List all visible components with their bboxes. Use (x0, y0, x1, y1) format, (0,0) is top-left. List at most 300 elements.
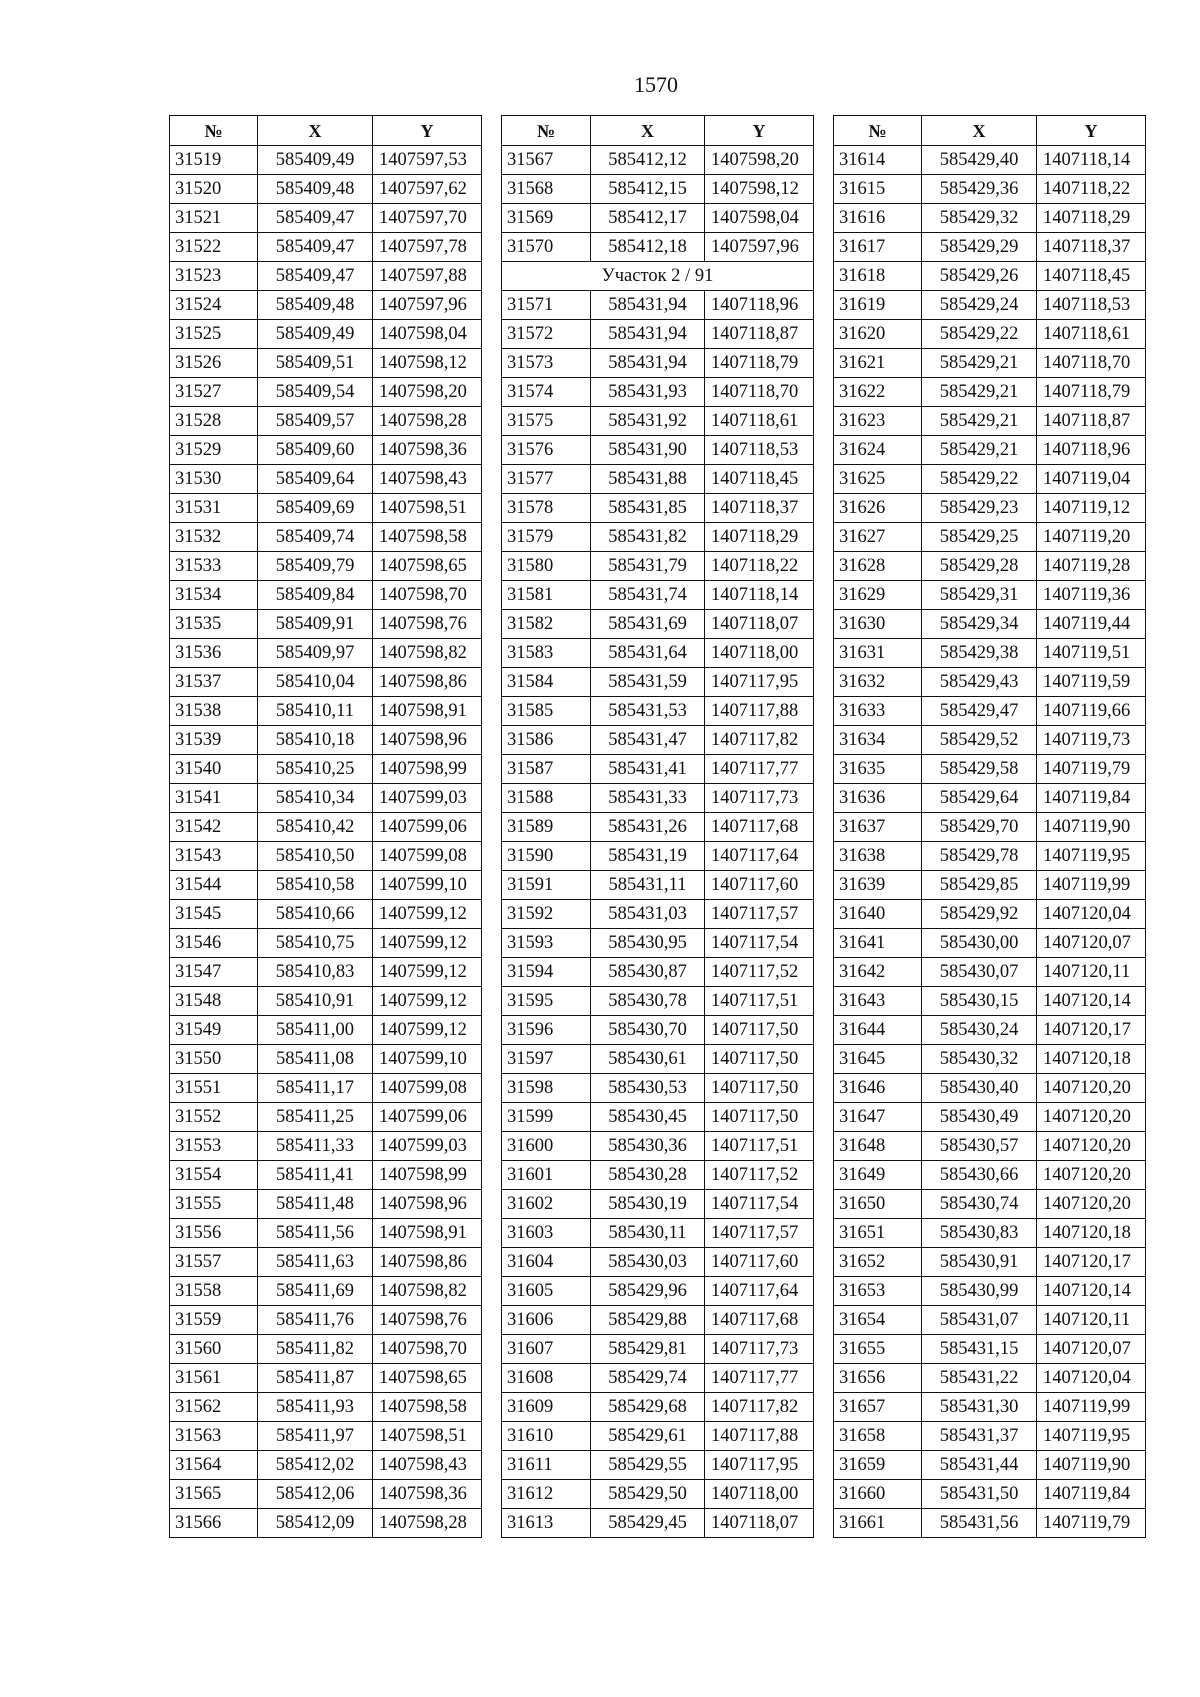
y-coordinate-cell: 1407118,07 (705, 1509, 814, 1538)
table-row (170, 146, 482, 175)
x-coordinate-cell: 585429,24 (922, 291, 1037, 320)
table-row (834, 1480, 1146, 1509)
point-number-cell: 31542 (170, 813, 258, 842)
point-number-cell: 31658 (834, 1422, 922, 1451)
point-number-cell: 31610 (502, 1422, 591, 1451)
point-number-cell: 31631 (834, 639, 922, 668)
x-coordinate-cell: 585431,41 (591, 755, 705, 784)
x-coordinate-cell: 585411,25 (258, 1103, 373, 1132)
header-x: X (922, 116, 1037, 146)
y-coordinate-cell: 1407118,29 (705, 523, 814, 552)
y-coordinate-cell: 1407120,04 (1037, 900, 1146, 929)
point-number-cell: 31601 (502, 1161, 591, 1190)
table-row (170, 610, 482, 639)
x-coordinate-cell: 585409,69 (258, 494, 373, 523)
table-row (834, 697, 1146, 726)
point-number-cell: 31568 (502, 175, 591, 204)
y-coordinate-cell: 1407118,87 (1037, 407, 1146, 436)
x-coordinate-cell: 585430,11 (591, 1219, 705, 1248)
y-coordinate-cell: 1407599,08 (373, 1074, 482, 1103)
x-coordinate-cell: 585409,47 (258, 262, 373, 291)
header-number: № (834, 116, 922, 146)
table-row (834, 407, 1146, 436)
y-coordinate-cell: 1407119,73 (1037, 726, 1146, 755)
point-number-cell: 31556 (170, 1219, 258, 1248)
y-coordinate-cell: 1407118,29 (1037, 204, 1146, 233)
y-coordinate-cell: 1407118,96 (705, 291, 814, 320)
section-row (502, 262, 814, 291)
table-row (834, 1335, 1146, 1364)
y-coordinate-cell: 1407118,00 (705, 1480, 814, 1509)
y-coordinate-cell: 1407117,51 (705, 987, 814, 1016)
x-coordinate-cell: 585409,91 (258, 610, 373, 639)
y-coordinate-cell: 1407598,65 (373, 552, 482, 581)
table-row (834, 755, 1146, 784)
point-number-cell: 31578 (502, 494, 591, 523)
y-coordinate-cell: 1407598,82 (373, 639, 482, 668)
x-coordinate-cell: 585430,91 (922, 1248, 1037, 1277)
x-coordinate-cell: 585429,45 (591, 1509, 705, 1538)
point-number-cell: 31630 (834, 610, 922, 639)
table-row (170, 784, 482, 813)
point-number-cell: 31581 (502, 581, 591, 610)
y-coordinate-cell: 1407599,12 (373, 1016, 482, 1045)
point-number-cell: 31523 (170, 262, 258, 291)
x-coordinate-cell: 585430,32 (922, 1045, 1037, 1074)
point-number-cell: 31612 (502, 1480, 591, 1509)
point-number-cell: 31646 (834, 1074, 922, 1103)
x-coordinate-cell: 585431,53 (591, 697, 705, 726)
y-coordinate-cell: 1407597,70 (373, 204, 482, 233)
point-number-cell: 31577 (502, 465, 591, 494)
table-row (170, 1364, 482, 1393)
y-coordinate-cell: 1407120,20 (1037, 1132, 1146, 1161)
x-coordinate-cell: 585429,50 (591, 1480, 705, 1509)
table-row (170, 987, 482, 1016)
table-row (502, 610, 814, 639)
table-row (170, 1074, 482, 1103)
table-row (834, 378, 1146, 407)
point-number-cell: 31580 (502, 552, 591, 581)
y-coordinate-cell: 1407597,53 (373, 146, 482, 175)
x-coordinate-cell: 585429,32 (922, 204, 1037, 233)
y-coordinate-cell: 1407598,43 (373, 465, 482, 494)
table-row (502, 726, 814, 755)
header-x: X (258, 116, 373, 146)
table-row (170, 726, 482, 755)
point-number-cell: 31525 (170, 320, 258, 349)
point-number-cell: 31554 (170, 1161, 258, 1190)
x-coordinate-cell: 585431,93 (591, 378, 705, 407)
point-number-cell: 31558 (170, 1277, 258, 1306)
point-number-cell: 31565 (170, 1480, 258, 1509)
y-coordinate-cell: 1407599,06 (373, 813, 482, 842)
table-row (834, 1074, 1146, 1103)
x-coordinate-cell: 585411,08 (258, 1045, 373, 1074)
point-number-cell: 31530 (170, 465, 258, 494)
table-row (502, 552, 814, 581)
x-coordinate-cell: 585412,12 (591, 146, 705, 175)
point-number-cell: 31536 (170, 639, 258, 668)
x-coordinate-cell: 585412,17 (591, 204, 705, 233)
x-coordinate-cell: 585411,82 (258, 1335, 373, 1364)
y-coordinate-cell: 1407120,20 (1037, 1103, 1146, 1132)
x-coordinate-cell: 585410,66 (258, 900, 373, 929)
table-row (170, 320, 482, 349)
y-coordinate-cell: 1407118,61 (1037, 320, 1146, 349)
table-row (502, 407, 814, 436)
point-number-cell: 31645 (834, 1045, 922, 1074)
table-row (502, 523, 814, 552)
x-coordinate-cell: 585409,51 (258, 349, 373, 378)
point-number-cell: 31533 (170, 552, 258, 581)
point-number-cell: 31621 (834, 349, 922, 378)
x-coordinate-cell: 585410,18 (258, 726, 373, 755)
y-coordinate-cell: 1407119,66 (1037, 697, 1146, 726)
point-number-cell: 31649 (834, 1161, 922, 1190)
x-coordinate-cell: 585431,33 (591, 784, 705, 813)
y-coordinate-cell: 1407597,78 (373, 233, 482, 262)
y-coordinate-cell: 1407598,36 (373, 436, 482, 465)
table-row (834, 784, 1146, 813)
point-number-cell: 31547 (170, 958, 258, 987)
x-coordinate-cell: 585411,33 (258, 1132, 373, 1161)
point-number-cell: 31552 (170, 1103, 258, 1132)
table-row (170, 1132, 482, 1161)
x-coordinate-cell: 585430,53 (591, 1074, 705, 1103)
x-coordinate-cell: 585431,37 (922, 1422, 1037, 1451)
y-coordinate-cell: 1407117,50 (705, 1103, 814, 1132)
y-coordinate-cell: 1407117,52 (705, 1161, 814, 1190)
table-row (834, 552, 1146, 581)
y-coordinate-cell: 1407599,10 (373, 1045, 482, 1074)
table-row (170, 958, 482, 987)
section-label: Участок 2 / 91 (502, 262, 814, 291)
table-row (170, 668, 482, 697)
point-number-cell: 31566 (170, 1509, 258, 1538)
point-number-cell: 31545 (170, 900, 258, 929)
point-number-cell: 31626 (834, 494, 922, 523)
y-coordinate-cell: 1407118,70 (705, 378, 814, 407)
table-row (170, 1422, 482, 1451)
point-number-cell: 31579 (502, 523, 591, 552)
table-row (834, 1277, 1146, 1306)
point-number-cell: 31540 (170, 755, 258, 784)
table-row (502, 1103, 814, 1132)
y-coordinate-cell: 1407118,37 (705, 494, 814, 523)
point-number-cell: 31624 (834, 436, 922, 465)
y-coordinate-cell: 1407119,84 (1037, 1480, 1146, 1509)
table-row (170, 1509, 482, 1538)
table-row (502, 233, 814, 262)
table-row (834, 1190, 1146, 1219)
y-coordinate-cell: 1407599,03 (373, 784, 482, 813)
y-coordinate-cell: 1407120,11 (1037, 1306, 1146, 1335)
x-coordinate-cell: 585429,22 (922, 320, 1037, 349)
table-row (170, 639, 482, 668)
point-number-cell: 31653 (834, 1277, 922, 1306)
table-row (502, 436, 814, 465)
x-coordinate-cell: 585411,56 (258, 1219, 373, 1248)
x-coordinate-cell: 585431,92 (591, 407, 705, 436)
point-number-cell: 31656 (834, 1364, 922, 1393)
y-coordinate-cell: 1407597,62 (373, 175, 482, 204)
x-coordinate-cell: 585431,22 (922, 1364, 1037, 1393)
x-coordinate-cell: 585430,61 (591, 1045, 705, 1074)
point-number-cell: 31595 (502, 987, 591, 1016)
point-number-cell: 31643 (834, 987, 922, 1016)
table-row (170, 1277, 482, 1306)
point-number-cell: 31551 (170, 1074, 258, 1103)
x-coordinate-cell: 585412,09 (258, 1509, 373, 1538)
point-number-cell: 31634 (834, 726, 922, 755)
x-coordinate-cell: 585430,57 (922, 1132, 1037, 1161)
table-row (170, 1451, 482, 1480)
x-coordinate-cell: 585429,47 (922, 697, 1037, 726)
table-row (502, 320, 814, 349)
point-number-cell: 31529 (170, 436, 258, 465)
point-number-cell: 31600 (502, 1132, 591, 1161)
x-coordinate-cell: 585429,81 (591, 1335, 705, 1364)
point-number-cell: 31599 (502, 1103, 591, 1132)
point-number-cell: 31570 (502, 233, 591, 262)
x-coordinate-cell: 585430,19 (591, 1190, 705, 1219)
point-number-cell: 31546 (170, 929, 258, 958)
y-coordinate-cell: 1407598,20 (705, 146, 814, 175)
point-number-cell: 31537 (170, 668, 258, 697)
point-number-cell: 31642 (834, 958, 922, 987)
x-coordinate-cell: 585409,64 (258, 465, 373, 494)
y-coordinate-cell: 1407118,61 (705, 407, 814, 436)
x-coordinate-cell: 585431,64 (591, 639, 705, 668)
x-coordinate-cell: 585411,63 (258, 1248, 373, 1277)
table-row (834, 175, 1146, 204)
x-coordinate-cell: 585429,21 (922, 407, 1037, 436)
y-coordinate-cell: 1407598,12 (373, 349, 482, 378)
x-coordinate-cell: 585429,88 (591, 1306, 705, 1335)
table-row (170, 1393, 482, 1422)
x-coordinate-cell: 585431,79 (591, 552, 705, 581)
table-row (502, 1335, 814, 1364)
y-coordinate-cell: 1407117,57 (705, 1219, 814, 1248)
table-row (170, 1480, 482, 1509)
point-number-cell: 31647 (834, 1103, 922, 1132)
y-coordinate-cell: 1407120,20 (1037, 1161, 1146, 1190)
table-row (170, 813, 482, 842)
x-coordinate-cell: 585409,47 (258, 233, 373, 262)
x-coordinate-cell: 585411,41 (258, 1161, 373, 1190)
x-coordinate-cell: 585430,70 (591, 1016, 705, 1045)
table-row (502, 987, 814, 1016)
table-row (170, 1045, 482, 1074)
x-coordinate-cell: 585430,99 (922, 1277, 1037, 1306)
point-number-cell: 31520 (170, 175, 258, 204)
x-coordinate-cell: 585429,92 (922, 900, 1037, 929)
point-number-cell: 31655 (834, 1335, 922, 1364)
x-coordinate-cell: 585431,30 (922, 1393, 1037, 1422)
y-coordinate-cell: 1407598,43 (373, 1451, 482, 1480)
y-coordinate-cell: 1407598,76 (373, 1306, 482, 1335)
table-row (502, 1016, 814, 1045)
point-number-cell: 31605 (502, 1277, 591, 1306)
y-coordinate-cell: 1407598,76 (373, 610, 482, 639)
y-coordinate-cell: 1407119,12 (1037, 494, 1146, 523)
x-coordinate-cell: 585431,56 (922, 1509, 1037, 1538)
table-row (502, 1248, 814, 1277)
point-number-cell: 31618 (834, 262, 922, 291)
y-coordinate-cell: 1407598,04 (705, 204, 814, 233)
table-row (170, 175, 482, 204)
page-number: 1570 (634, 72, 678, 97)
x-coordinate-cell: 585431,26 (591, 813, 705, 842)
point-number-cell: 31571 (502, 291, 591, 320)
table-row (834, 1045, 1146, 1074)
y-coordinate-cell: 1407119,90 (1037, 813, 1146, 842)
x-coordinate-cell: 585410,25 (258, 755, 373, 784)
y-coordinate-cell: 1407118,45 (705, 465, 814, 494)
point-number-cell: 31582 (502, 610, 591, 639)
x-coordinate-cell: 585429,43 (922, 668, 1037, 697)
table-row (502, 465, 814, 494)
point-number-cell: 31588 (502, 784, 591, 813)
table-row (834, 813, 1146, 842)
y-coordinate-cell: 1407598,65 (373, 1364, 482, 1393)
y-coordinate-cell: 1407120,14 (1037, 1277, 1146, 1306)
table-row (834, 726, 1146, 755)
point-number-cell: 31644 (834, 1016, 922, 1045)
y-coordinate-cell: 1407117,54 (705, 929, 814, 958)
point-number-cell: 31544 (170, 871, 258, 900)
table-row (834, 1103, 1146, 1132)
table-row (170, 378, 482, 407)
x-coordinate-cell: 585431,11 (591, 871, 705, 900)
y-coordinate-cell: 1407598,58 (373, 1393, 482, 1422)
point-number-cell: 31660 (834, 1480, 922, 1509)
x-coordinate-cell: 585430,40 (922, 1074, 1037, 1103)
point-number-cell: 31584 (502, 668, 591, 697)
x-coordinate-cell: 585429,64 (922, 784, 1037, 813)
point-number-cell: 31526 (170, 349, 258, 378)
point-number-cell: 31604 (502, 1248, 591, 1277)
x-coordinate-cell: 585431,94 (591, 320, 705, 349)
y-coordinate-cell: 1407117,50 (705, 1074, 814, 1103)
table-row (502, 1074, 814, 1103)
x-coordinate-cell: 585431,94 (591, 291, 705, 320)
table-row (502, 900, 814, 929)
table-row (834, 146, 1146, 175)
table-row (170, 523, 482, 552)
y-coordinate-cell: 1407119,95 (1037, 1422, 1146, 1451)
point-number-cell: 31561 (170, 1364, 258, 1393)
x-coordinate-cell: 585429,58 (922, 755, 1037, 784)
table-row (502, 1045, 814, 1074)
x-coordinate-cell: 585431,74 (591, 581, 705, 610)
point-number-cell: 31639 (834, 871, 922, 900)
y-coordinate-cell: 1407598,58 (373, 523, 482, 552)
y-coordinate-cell: 1407118,53 (1037, 291, 1146, 320)
table-row (834, 204, 1146, 233)
x-coordinate-cell: 585430,66 (922, 1161, 1037, 1190)
table-row (170, 552, 482, 581)
table-row (834, 929, 1146, 958)
y-coordinate-cell: 1407117,60 (705, 871, 814, 900)
y-coordinate-cell: 1407598,12 (705, 175, 814, 204)
y-coordinate-cell: 1407117,57 (705, 900, 814, 929)
y-coordinate-cell: 1407118,70 (1037, 349, 1146, 378)
x-coordinate-cell: 585429,22 (922, 465, 1037, 494)
table-row (834, 900, 1146, 929)
table-row (170, 291, 482, 320)
y-coordinate-cell: 1407120,07 (1037, 1335, 1146, 1364)
table-row (834, 639, 1146, 668)
y-coordinate-cell: 1407118,87 (705, 320, 814, 349)
point-number-cell: 31572 (502, 320, 591, 349)
x-coordinate-cell: 585430,45 (591, 1103, 705, 1132)
x-coordinate-cell: 585412,06 (258, 1480, 373, 1509)
y-coordinate-cell: 1407599,10 (373, 871, 482, 900)
table-row (834, 1161, 1146, 1190)
y-coordinate-cell: 1407598,96 (373, 1190, 482, 1219)
y-coordinate-cell: 1407118,79 (1037, 378, 1146, 407)
x-coordinate-cell: 585411,76 (258, 1306, 373, 1335)
y-coordinate-cell: 1407598,70 (373, 581, 482, 610)
point-number-cell: 31560 (170, 1335, 258, 1364)
x-coordinate-cell: 585409,79 (258, 552, 373, 581)
point-number-cell: 31625 (834, 465, 922, 494)
x-coordinate-cell: 585412,18 (591, 233, 705, 262)
table-row (170, 842, 482, 871)
table-row (834, 581, 1146, 610)
point-number-cell: 31590 (502, 842, 591, 871)
y-coordinate-cell: 1407120,04 (1037, 1364, 1146, 1393)
x-coordinate-cell: 585429,52 (922, 726, 1037, 755)
y-coordinate-cell: 1407599,12 (373, 987, 482, 1016)
y-coordinate-cell: 1407598,91 (373, 697, 482, 726)
point-number-cell: 31563 (170, 1422, 258, 1451)
y-coordinate-cell: 1407599,12 (373, 958, 482, 987)
y-coordinate-cell: 1407597,96 (705, 233, 814, 262)
coordinates-table-3 (833, 115, 1146, 1538)
table-row (834, 1219, 1146, 1248)
x-coordinate-cell: 585411,00 (258, 1016, 373, 1045)
point-number-cell: 31613 (502, 1509, 591, 1538)
table-row (170, 262, 482, 291)
table-row (502, 813, 814, 842)
table-row (502, 697, 814, 726)
x-coordinate-cell: 585431,90 (591, 436, 705, 465)
x-coordinate-cell: 585429,74 (591, 1364, 705, 1393)
header-y: Y (705, 116, 814, 146)
table-row (502, 1219, 814, 1248)
point-number-cell: 31611 (502, 1451, 591, 1480)
point-number-cell: 31622 (834, 378, 922, 407)
x-coordinate-cell: 585430,36 (591, 1132, 705, 1161)
table-row (170, 1161, 482, 1190)
y-coordinate-cell: 1407119,28 (1037, 552, 1146, 581)
table-row (502, 1480, 814, 1509)
x-coordinate-cell: 585410,83 (258, 958, 373, 987)
table-row (502, 1451, 814, 1480)
y-coordinate-cell: 1407120,11 (1037, 958, 1146, 987)
table-row (170, 900, 482, 929)
point-number-cell: 31521 (170, 204, 258, 233)
y-coordinate-cell: 1407118,14 (705, 581, 814, 610)
point-number-cell: 31527 (170, 378, 258, 407)
x-coordinate-cell: 585431,94 (591, 349, 705, 378)
table-row (834, 958, 1146, 987)
header-number: № (170, 116, 258, 146)
point-number-cell: 31574 (502, 378, 591, 407)
